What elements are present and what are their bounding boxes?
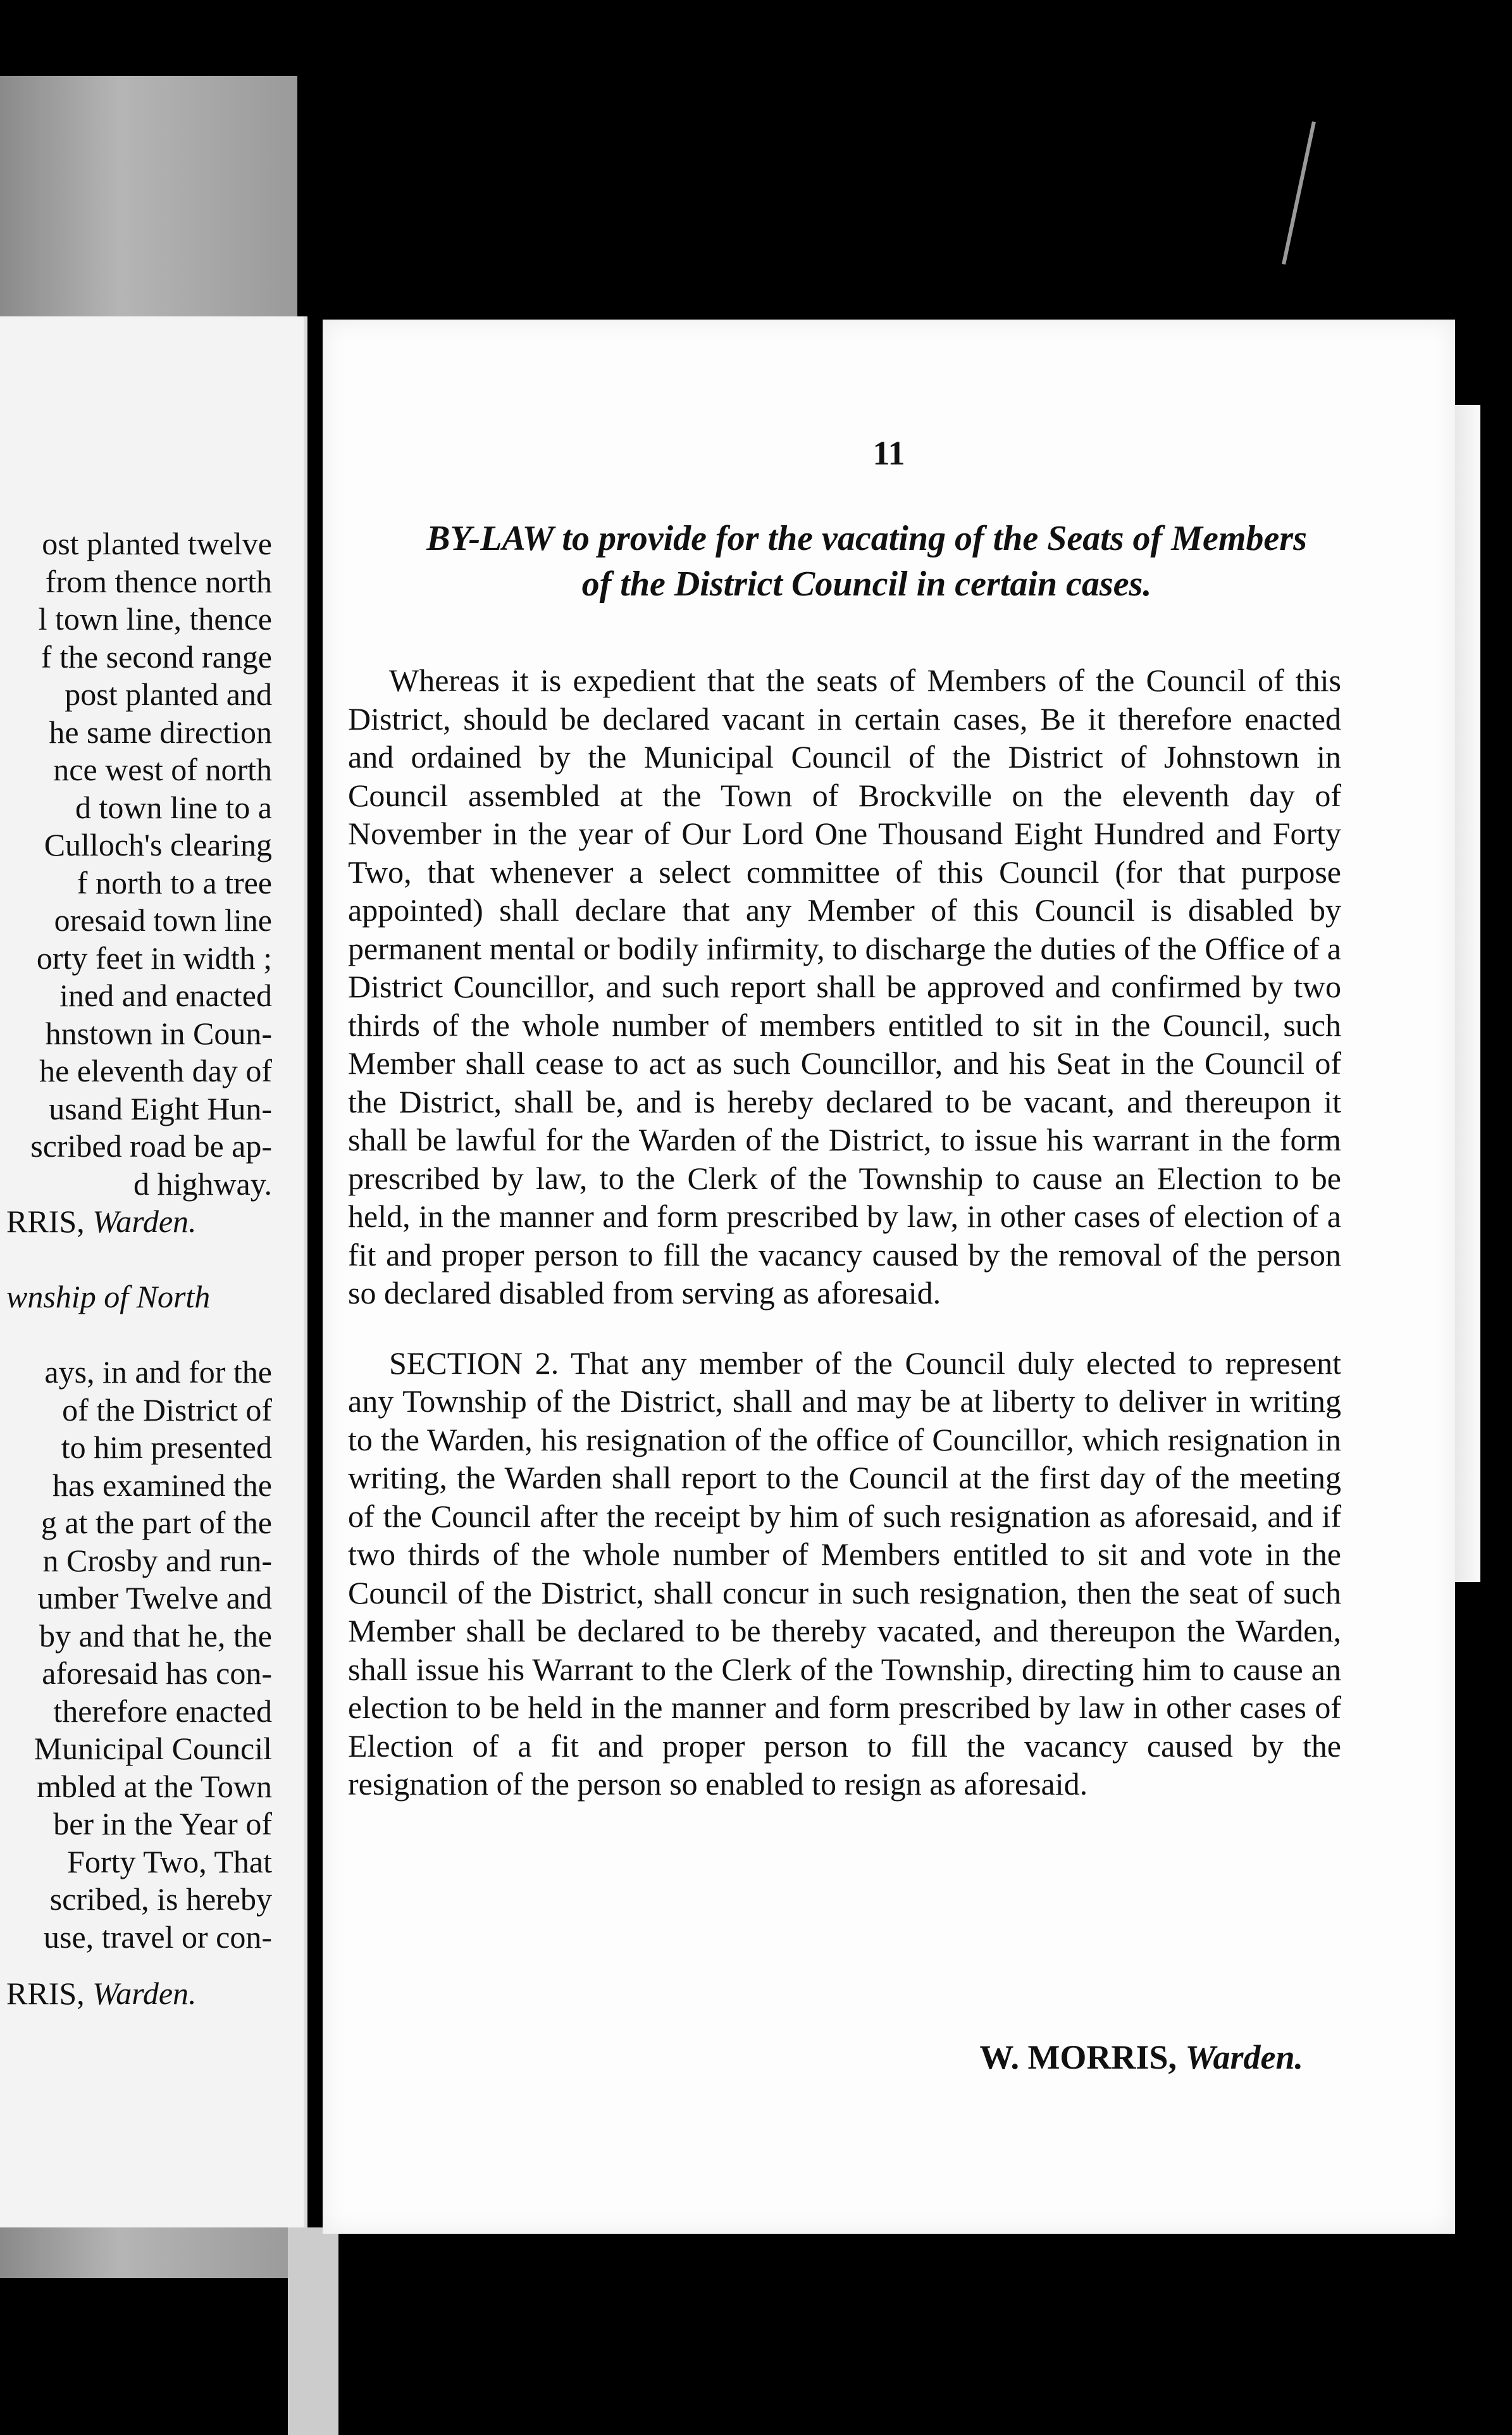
left-signature-b [0,1975,272,2013]
page-edge [1455,405,1480,1582]
left-signature-a [0,1203,272,1241]
section-2-text: That any member of the Council duly elected to represent any Township of the District, shall and may be at liberty to deliver in writing to the Warden, his resignation of the office of Councillor, which resignation in writing, the Warden shall report to the Council at the first day of the meeting of the Council after the receipt by him of such resignation as aforesaid, and if two thirds of the whole number of Members entitled to sit and vote in the Council of the District, shall concur in such resignation, then the seat of such Member shall be declared to be thereby vacated, and thereupon the Warden, shall issue his Warrant to the Clerk of the Township, directing him to cause an election to be held in the manner and form prescribed by law in other cases of Election of a fit and proper person to fill the vacancy caused by the resignation of the person so enabled to resign as aforesaid. [348,1345,1341,1802]
left-signature-a-name: RRIS, [6,1204,85,1239]
bylaw-title [361,516,1373,607]
left-line: f the second range [40,638,272,675]
paragraph-section-2 [348,1344,1341,1803]
margin-mark [1282,121,1316,265]
left-line: has examined the [52,1467,272,1503]
left-gap [0,1316,272,1354]
left-gap [0,1956,272,1975]
bylaw-title-line1: BY-LAW to provide for the vacating of the Seats of Members [426,519,1307,558]
left-line: by and that he, the [39,1617,272,1653]
left-line: orty feet in width ; [36,940,272,976]
left-line: g at the part of the [40,1505,272,1540]
left-line: ined and enacted [59,978,272,1013]
left-line: to him presented [61,1429,272,1465]
page-number: 11 [872,434,905,472]
left-line: ber in the Year of [53,1806,272,1841]
bylaw-body [348,661,1341,1803]
left-line: d highway. [133,1166,272,1202]
left-line: from thence north [45,563,272,599]
left-signature-b-title: Warden. [92,1976,197,2011]
left-line: umber Twelve and [37,1580,272,1616]
left-heading-b [0,1278,272,1316]
left-line: n Crosby and run- [42,1542,272,1578]
left-line: mbled at the Town [37,1768,272,1804]
warden-signature [979,2038,1303,2077]
left-line: usand Eight Hun- [49,1090,272,1126]
left-page [0,316,307,2227]
left-line: oresaid town line [54,902,272,938]
left-line: Forty Two, That [67,1843,272,1879]
left-line: nce west of north [53,752,272,787]
left-gap [0,1241,272,1279]
left-line: of the District of [62,1392,272,1428]
left-line: scribed, is hereby [49,1881,272,1917]
section-2-label: SECTION 2. [389,1345,559,1381]
bylaw-title-line2: of the District Council in certain cases. [581,564,1152,604]
left-line: therefore enacted [53,1693,272,1729]
left-page-text [0,525,272,2013]
left-line: Culloch's clearing [44,827,272,863]
left-line: post planted and [65,676,272,712]
left-line: aforesaid has con- [42,1655,272,1691]
left-signature-b-name: RRIS, [6,1976,85,2011]
paragraph-preamble: Whereas it is expedient that the seats of Members of the Council of this District, should be declared vacant in certain cases, Be it therefore enacted and ordained by the Municipal Council of the District of Johnstown in Council assembled at the Town of Brockville on the eleventh day of November in the year of Our Lord One Thousand Eight Hundred and Forty Two, that whenever a select committee of this Council (for that purpose appointed) shall declare that any Member of this Council is disabled by permanent mental or bodily infirmity, to discharge the duties of the Office of a District Councillor, and such report shall be approved and confirmed by two thirds of the whole number of members entitled to sit in the Council, such Member shall cease to act as such Councillor, and his Seat in the Council of the District, shall be, and is hereby declared to be vacant, and thereupon it shall be lawful for the Warden of the District, to issue his warrant in the form prescribed by law, to the Clerk of the Township to cause an Election to be held, in the manner and form prescribed by law, in other cases of election of a fit and proper person to fill the vacancy caused by the removal of the person so declared disabled from serving as aforesaid. [348,663,1341,1311]
page-gutter [288,2227,338,2435]
main-page [323,320,1455,2234]
signature-title: Warden. [1185,2038,1303,2076]
left-line: l town line, thence [38,601,272,637]
left-line: ays, in and for the [44,1354,272,1390]
left-heading-b-text: wnship of North [6,1279,211,1314]
left-line: Municipal Council [34,1731,272,1766]
left-line: hnstown in Coun- [45,1015,272,1051]
left-line: use, travel or con- [44,1919,272,1955]
left-line: he same direction [49,714,272,750]
left-line: ost planted twelve [42,526,272,561]
signature-name: W. MORRIS, [979,2038,1177,2076]
left-signature-a-title: Warden. [92,1204,197,1239]
left-line: d town line to a [75,789,272,825]
left-line: he eleventh day of [39,1053,272,1088]
left-line: scribed road be ap- [30,1128,272,1164]
left-line: f north to a tree [77,864,272,900]
